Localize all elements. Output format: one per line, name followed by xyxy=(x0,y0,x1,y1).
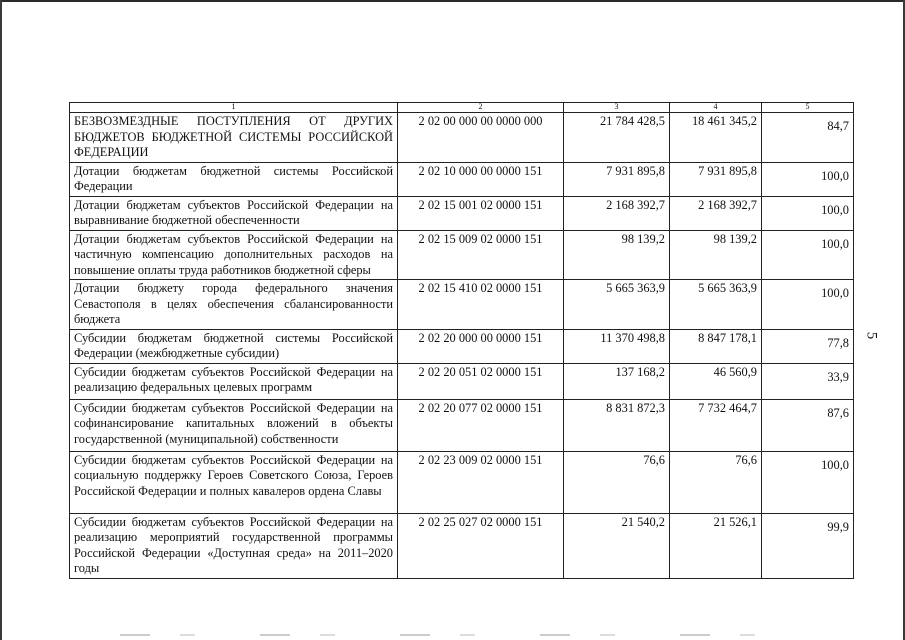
table-row xyxy=(70,280,854,330)
column-number: 3 xyxy=(564,103,670,113)
row-code: 2 02 15 009 02 0000 151 xyxy=(398,230,564,280)
row-fact: 7 931 895,8 xyxy=(670,162,762,196)
table-row xyxy=(70,329,854,363)
table-row xyxy=(70,113,854,163)
row-code: 2 02 20 051 02 0000 151 xyxy=(398,363,564,399)
row-percent: 100,0 xyxy=(762,230,854,280)
row-name: Субсидии бюджетам субъектов Российской Федерации на социальную поддержку Героев Советского Союза, Героев Российской Федерации и полных кавалеров ордена Славы xyxy=(70,451,398,513)
row-fact: 8 847 178,1 xyxy=(670,329,762,363)
table-row xyxy=(70,399,854,451)
row-name: Дотации бюджетам субъектов Российской Федерации на частичную компенсацию дополнительных расходов на повышение оплаты труда работников бюджетной сферы xyxy=(70,230,398,280)
row-code: 2 02 20 077 02 0000 151 xyxy=(398,399,564,451)
row-fact: 5 665 363,9 xyxy=(670,280,762,330)
row-name: Субсидии бюджетам субъектов Российской Федерации на реализацию федеральных целевых программ xyxy=(70,363,398,399)
table-row xyxy=(70,363,854,399)
row-percent: 100,0 xyxy=(762,451,854,513)
row-percent: 87,6 xyxy=(762,399,854,451)
column-number: 4 xyxy=(670,103,762,113)
row-code: 2 02 00 000 00 0000 000 xyxy=(398,113,564,163)
column-number-row xyxy=(70,103,854,113)
row-name: Дотации бюджету города федерального значения Севастополя в целях обеспечения сбалансированности бюджета xyxy=(70,280,398,330)
row-code: 2 02 20 000 00 0000 151 xyxy=(398,329,564,363)
row-name: БЕЗВОЗМЕЗДНЫЕ ПОСТУПЛЕНИЯ ОТ ДРУГИХ БЮДЖЕТОВ БЮДЖЕТНОЙ СИСТЕМЫ РОССИЙСКОЙ ФЕДЕРАЦИИ xyxy=(70,113,398,163)
row-code: 2 02 15 410 02 0000 151 xyxy=(398,280,564,330)
row-fact: 76,6 xyxy=(670,451,762,513)
row-name: Субсидии бюджетам субъектов Российской Федерации на софинансирование капитальных вложений в объекты государственной (муниципальной) собственности xyxy=(70,399,398,451)
row-name: Субсидии бюджетам бюджетной системы Российской Федерации (межбюджетные субсидии) xyxy=(70,329,398,363)
row-percent: 100,0 xyxy=(762,280,854,330)
row-code: 2 02 25 027 02 0000 151 xyxy=(398,513,564,578)
row-plan: 8 831 872,3 xyxy=(564,399,670,451)
row-plan: 137 168,2 xyxy=(564,363,670,399)
row-code: 2 02 15 001 02 0000 151 xyxy=(398,196,564,230)
row-percent: 77,8 xyxy=(762,329,854,363)
row-plan: 21 784 428,5 xyxy=(564,113,670,163)
row-plan: 98 139,2 xyxy=(564,230,670,280)
row-plan: 7 931 895,8 xyxy=(564,162,670,196)
row-plan: 5 665 363,9 xyxy=(564,280,670,330)
row-code: 2 02 23 009 02 0000 151 xyxy=(398,451,564,513)
column-number: 2 xyxy=(398,103,564,113)
row-fact: 18 461 345,2 xyxy=(670,113,762,163)
row-fact: 98 139,2 xyxy=(670,230,762,280)
row-fact: 21 526,1 xyxy=(670,513,762,578)
row-fact: 46 560,9 xyxy=(670,363,762,399)
row-fact: 7 732 464,7 xyxy=(670,399,762,451)
row-plan: 2 168 392,7 xyxy=(564,196,670,230)
row-fact: 2 168 392,7 xyxy=(670,196,762,230)
row-percent: 84,7 xyxy=(762,113,854,163)
row-name: Дотации бюджетам бюджетной системы Российской Федерации xyxy=(70,162,398,196)
scan-edge-top xyxy=(0,0,905,2)
table-row xyxy=(70,230,854,280)
row-plan: 11 370 498,8 xyxy=(564,329,670,363)
table-row xyxy=(70,451,854,513)
row-code: 2 02 10 000 00 0000 151 xyxy=(398,162,564,196)
row-percent: 33,9 xyxy=(762,363,854,399)
row-name: Дотации бюджетам субъектов Российской Федерации на выравнивание бюджетной обеспеченности xyxy=(70,196,398,230)
scan-bottom-noise xyxy=(120,634,820,636)
table-row xyxy=(70,162,854,196)
table-row xyxy=(70,513,854,578)
page-number: 5 xyxy=(863,331,880,340)
row-plan: 76,6 xyxy=(564,451,670,513)
row-name: Субсидии бюджетам субъектов Российской Федерации на реализацию мероприятий государственной программы Российской Федерации «Доступная среда» на 2011–2020 годы xyxy=(70,513,398,578)
table-row xyxy=(70,196,854,230)
scan-edge-left xyxy=(0,0,2,640)
budget-table xyxy=(69,102,854,579)
row-percent: 100,0 xyxy=(762,196,854,230)
column-number: 5 xyxy=(762,103,854,113)
column-number: 1 xyxy=(70,103,398,113)
row-plan: 21 540,2 xyxy=(564,513,670,578)
row-percent: 99,9 xyxy=(762,513,854,578)
row-percent: 100,0 xyxy=(762,162,854,196)
